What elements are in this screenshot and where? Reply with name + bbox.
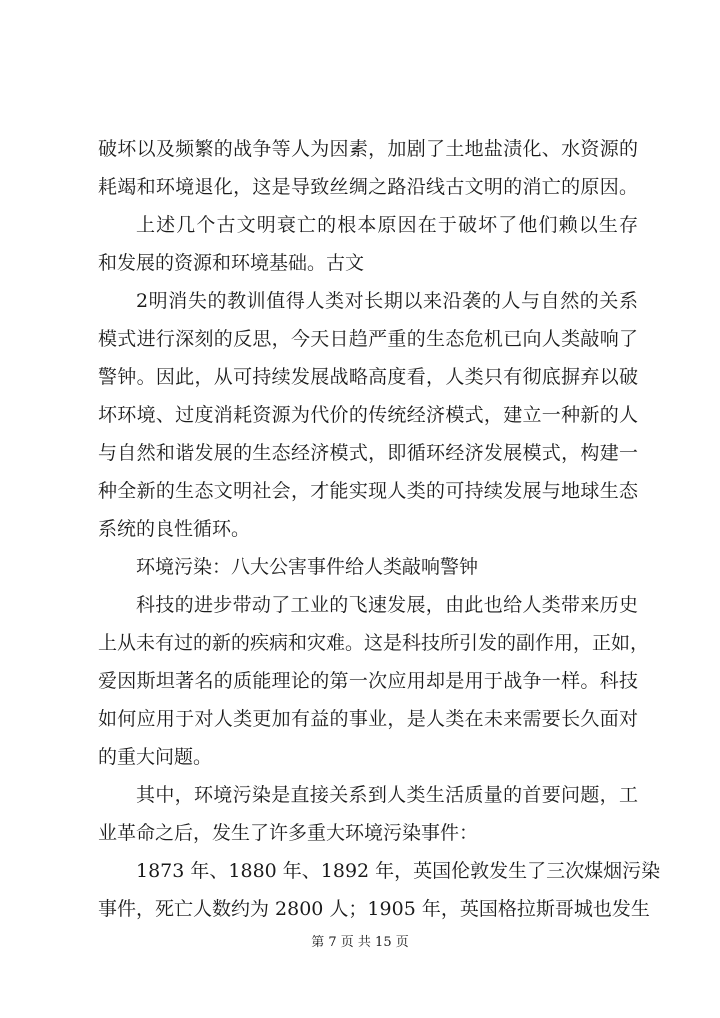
text-line: 耗竭和环境退化，这是导致丝绸之路沿线古文明的消亡的原因。 (98, 176, 638, 198)
text-line: 其中，环境污染是直接关系到人类生活质量的首要问题，工 (136, 784, 638, 806)
text-line: 与自然和谐发展的生态经济模式，即循环经济发展模式，构建一 (98, 442, 638, 464)
text-line: 系统的良性循环。 (98, 518, 251, 540)
text-line: 上从未有过的新的疾病和灾难。这是科技所引发的副作用，正如， (98, 632, 650, 654)
text-line: 如何应用于对人类更加有益的事业，是人类在未来需要长久面对 (98, 708, 638, 730)
text-line: 和发展的资源和环境基础。古文 (98, 252, 365, 274)
text-line: 科技的进步带动了工业的飞速发展，由此也给人类带来历史 (136, 594, 638, 616)
text-line: 破坏以及频繁的战争等人为因素，加剧了土地盐渍化、水资源的 (98, 138, 638, 160)
body-text (98, 130, 661, 928)
text-line: 警钟。因此，从可持续发展战略高度看，人类只有彻底摒弃以破 (98, 366, 638, 388)
text-line: 爱因斯坦著名的质能理论的第一次应用却是用于战争一样。科技 (98, 670, 638, 692)
page-number-footer: 第 7 页 共 15 页 (311, 935, 409, 950)
section-heading: 环境污染：八大公害事件给人类敲响警钟 (136, 556, 479, 578)
text-line: 种全新的生态文明社会，才能实现人类的可持续发展与地球生态 (98, 480, 638, 502)
text-line: 业革命之后，发生了许多重大环境污染事件： (98, 822, 479, 844)
text-line: 2明消失的教训值得人类对长期以来沿袭的人与自然的关系 (136, 290, 638, 312)
text-line: 上述几个古文明衰亡的根本原因在于破坏了他们赖以生存 (136, 214, 638, 236)
text-line: 的重大问题。 (98, 746, 213, 768)
text-line: 模式进行深刻的反思，今天日趋严重的生态危机已向人类敲响了 (98, 328, 638, 350)
text-line: 1873 年、1880 年、1892 年，英国伦敦发生了三次煤烟污染 (136, 860, 661, 882)
text-line: 事件，死亡人数约为 2800 人；1905 年，英国格拉斯哥城也发生 (98, 898, 650, 920)
text-line: 坏环境、过度消耗资源为代价的传统经济模式，建立一种新的人 (98, 404, 638, 426)
